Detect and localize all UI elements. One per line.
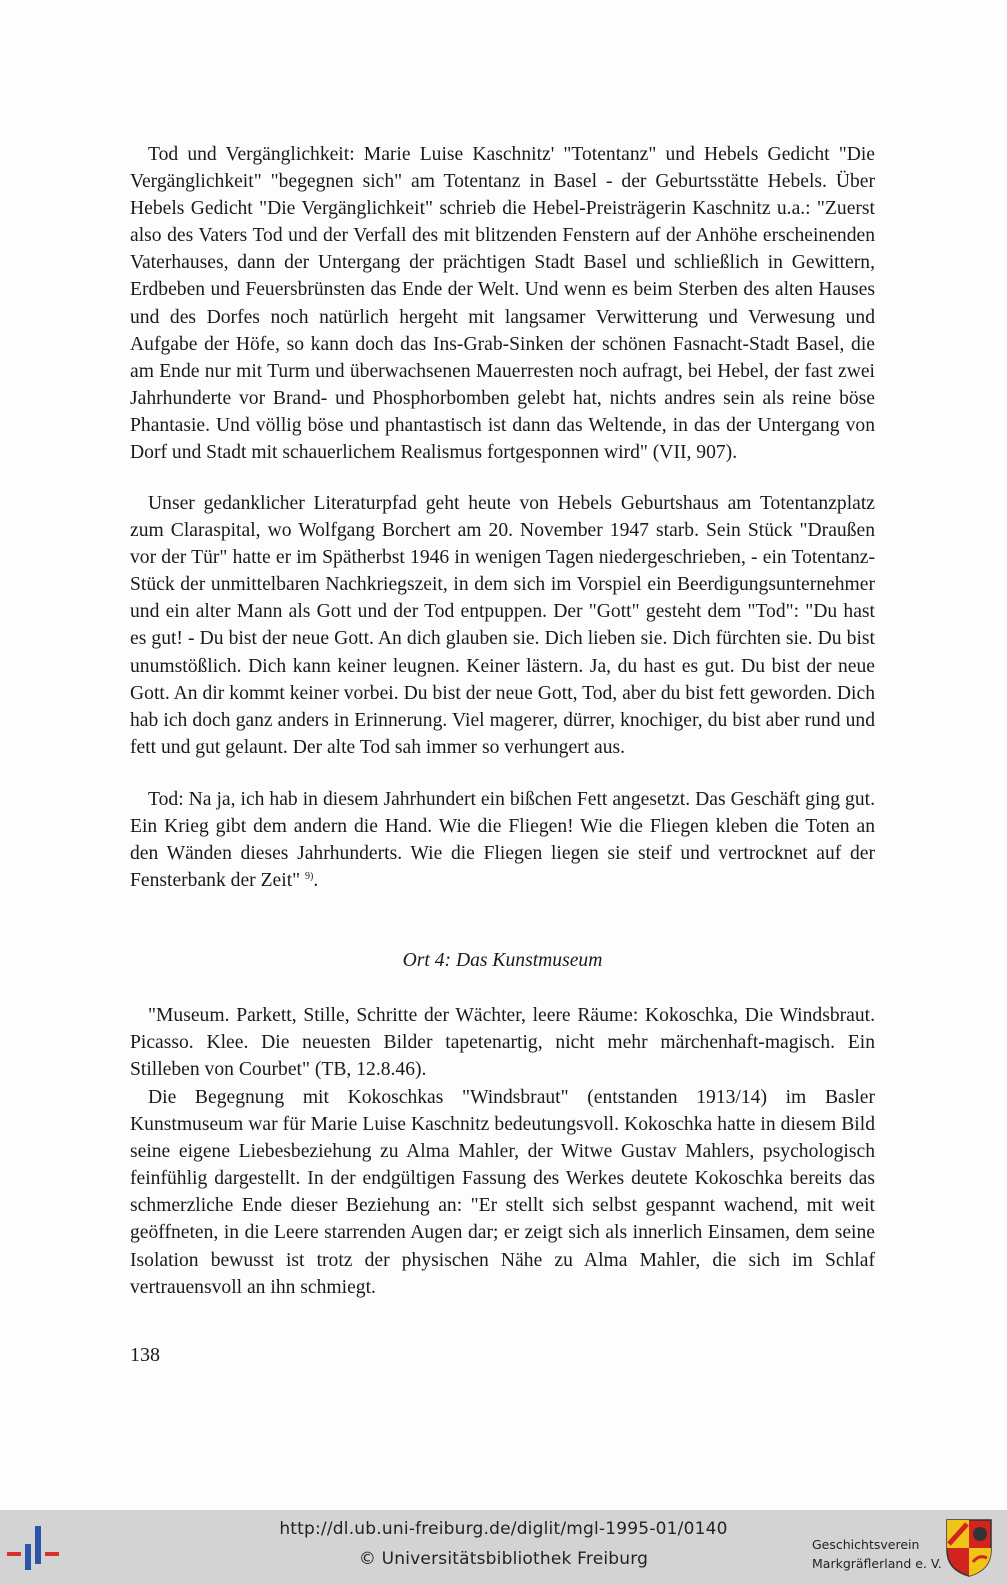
footer-bar [0,1510,1007,1585]
footnote-tail: . [313,870,319,892]
society-name-line-2: Markgräflerland e. V. [812,1556,942,1571]
paragraph-5: Die Begegnung mit Kokoschkas "Windsbraut" (entstanden 1913/14) im Basler Kunstmuseum war für Marie Luise Kaschnitz bedeutungsvoll. Kokoschka hatte in diesem Bild seine eigene Liebesbeziehung zu Alma Mahler, der Witwe Gustav Mahlers, psychologisch feinfühlig dargestellt. In der endgültigen Fassung des Werkes deutete Kokoschka bereits das schmerzliche Ende dieser Beziehung an: "Er stellt sich selbst gespannt wachend, mit weit geöffneten, in die Leere starrenden Augen dar; er zeigt sich als innerlich Einsamen, dem seine Isolation bewusst ist trotz der physischen Nähe zu Alma Mahler, die sich im Schlaf vertrauensvoll an ihn schmiegt. [130,1087,875,1298]
paragraph-4: "Museum. Parkett, Stille, Schritte der Wächter, leere Räume: Kokoschka, Die Windsbraut. Picasso. Klee. Die neuesten Bilder tapetenartig, nicht mehr märchenhaft-magisch. Ein Stilleben von Courbet" (TB, 12.8.46). [130,1005,875,1081]
paragraph-3-text: Tod: Na ja, ich hab in diesem Jahrhundert ein bißchen Fett angesetzt. Das Geschäft ging gut. Ein Krieg gibt dem andern die Hand. Wie die Fliegen! Wie die Fliegen kleben die Toten an den Wänden dieses Jahrhunderts. Wie die Fliegen liegen sie steif und vertrocknet auf der Fensterbank der Zeit" [130,789,875,892]
society-name-line-1: Geschichtsverein [812,1537,920,1552]
source-url-link[interactable]: http://dl.ub.uni-freiburg.de/diglit/mgl-1995-01/0140 [279,1519,728,1539]
footnote-reference: 9) [305,871,314,883]
coat-of-arms-icon [945,1518,993,1578]
paragraph-1: Tod und Vergänglichkeit: Marie Luise Kaschnitz' "Totentanz" und Hebels Gedicht "Die Vergänglichkeit" "begegnen sich" am Totentanz in Basel - der Geburtsstätte Hebels. Über Hebels Gedicht "Die Vergänglichkeit" schrieb die Hebel-Preisträgerin Kaschnitz u.a.: "Zuerst also des Vaters Tod und der Verfall des mit blitzenden Fenstern auf der Anhöhe erscheinenden Vaterhauses, dann der Untergang der prächtigen Stadt Basel und schließlich in Gewittern, Erdbeben und Feuersbrünsten das Ende der Welt. Und wenn es beim Sterben des alten Hauses und des Dorfes noch natürlich hergeht mit langsamer Verwitterung und Verwesung und Aufgabe der Höfe, so kann doch das Ins-Grab-Sinken der schönen Fasnacht-Stadt Basel, die am Ende nur mit Turm und überwachsenen Mauerresten noch aufragt, bei Hebel, der fast zwei Jahrhunderte vor Brand- und Phosphorbomben gelebt hat, nichts andres sein als reine böse Phantasie. Und völlig böse und phantastisch ist dann das Weltende, in das der Untergang von Dorf und Stadt mit schauerlichem Realismus fortgesponnen wird" (VII, 907). [130,144,875,464]
copyright-notice: © Universitätsbibliothek Freiburg [358,1549,649,1569]
society-name [812,1535,942,1573]
paragraph-2: Unser gedanklicher Literaturpfad geht heute von Hebels Geburtshaus am Totentanzplatz zum Claraspital, wo Wolfgang Borchert am 20. November 1947 starb. Sein Stück "Draußen vor der Tür" hatte er im Spätherbst 1946 in wenigen Tagen niedergeschrieben, - ein Totentanz-Stück der unmittelbaren Nachkriegszeit, in dem sich im Vorspiel ein Beerdigungsunternehmer und ein alter Mann als Gott und der Tod entpuppen. Der "Gott" gesteht dem "Tod": "Du hast es gut! - Du bist der neue Gott. An dich glauben sie. Dich lieben sie. Dich fürchten sie. Du bist unumstößlich. Dich kann keiner leugnen. Keiner lästern. Ja, du hast es gut. Du bist der neue Gott. An dir kommt keiner vorbei. Du bist der neue Gott, Tod, aber du bist fett geworden. Dich hab ich doch ganz anders in Erinnerung. Viel magerer, dürrer, knochiger, du bist aber rund und fett und gut gelaunt. Der alte Tod sah immer so verhungert aus. [130,493,875,758]
paragraph-3 [130,786,875,894]
page-number: 138 [130,1344,160,1366]
section-heading: Ort 4: Das Kunstmuseum [402,950,603,971]
